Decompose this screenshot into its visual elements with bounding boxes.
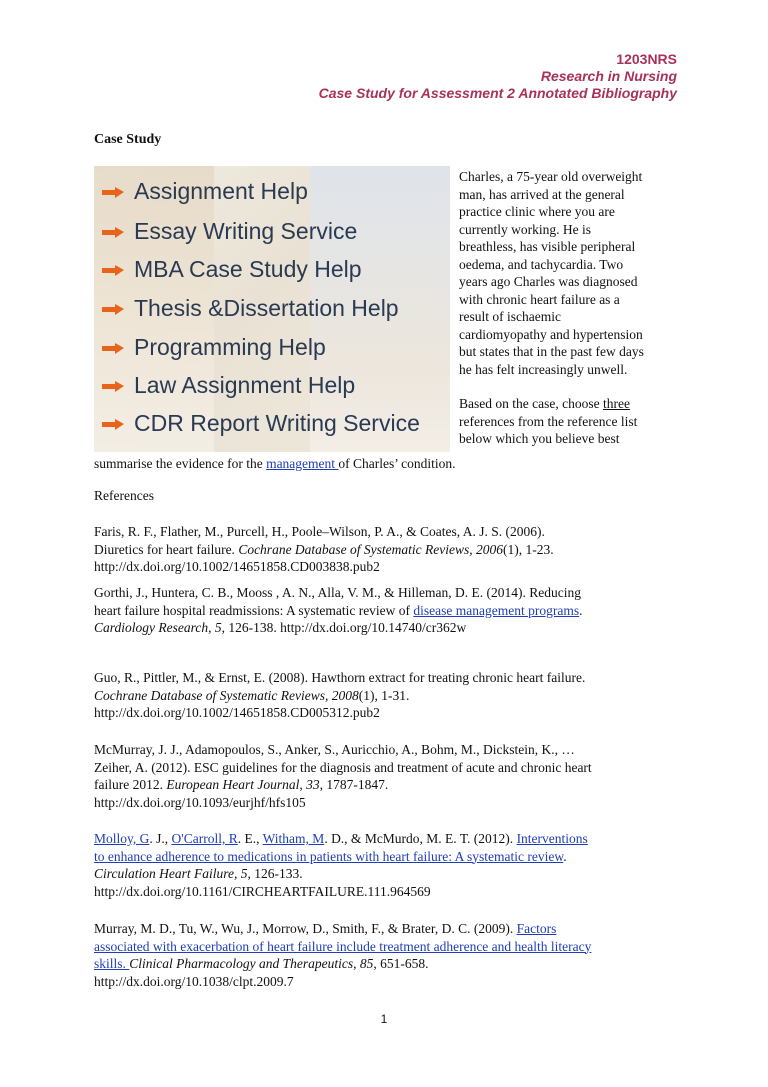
arrow-right-icon: [102, 227, 124, 237]
case-line: years ago Charles was diagnosed: [459, 274, 638, 289]
management-link[interactable]: management: [266, 456, 339, 471]
instruction-line: below which you believe best: [459, 431, 620, 446]
title-link-skills[interactable]: skills.: [94, 956, 130, 971]
course-name: Research in Nursing: [540, 68, 677, 84]
ad-item-law-assignment[interactable]: Law Assignment Help: [102, 372, 355, 399]
page-number: 1: [380, 1012, 388, 1026]
reference-mcmurray: McMurray, J. J., Adamopoulos, S., Anker, S., Auricchio, A., Bohm, M., Dickstein, K., … Zeiher, A. (2012). ESC guidelines for the diagnosis and treatment of acute and chronic heart failure 2012. European Heart Journal, 33, 1787-1847. http://dx.doi.org/10.1093/eurjhf/hfs105: [94, 742, 592, 810]
case-line: currently working. He is: [459, 221, 591, 237]
arrow-right-icon: [102, 381, 124, 391]
arrow-right-icon: [102, 343, 124, 353]
arrow-right-icon: [102, 304, 124, 314]
title-link-factors[interactable]: Factors: [516, 921, 557, 936]
case-line: practice clinic where you are: [459, 204, 615, 219]
three-emphasis: three: [602, 396, 630, 411]
reference-faris: Faris, R. F., Flather, M., Purcell, H., Poole–Wilson, P. A., & Coates, A. J. S. (2006). Diuretics for heart failure. Cochrane Database of Systematic Reviews, 2006(1), 1-23. http://dx.doi.org/10.1002/14651858.CD003838.pub2: [94, 524, 554, 574]
arrow-right-icon: [102, 187, 124, 197]
author-link-witham[interactable]: Witham, M: [262, 831, 325, 846]
ad-item-programming[interactable]: Programming Help: [102, 334, 326, 361]
case-line: result of ischaemic: [459, 309, 561, 324]
reference-gorthi: Gorthi, J., Huntera, C. B., Mooss , A. N., Alla, V. M., & Hilleman, D. E. (2014). Reducing heart failure hospital readmissions: A systematic review of disease management programs. Cardiology Research, 5, 126-138. http://dx.doi.org/10.14740/cr362w: [94, 585, 583, 635]
reference-guo: Guo, R., Pittler, M., & Ernst, E. (2008). Hawthorn extract for treating chronic heart failure. Cochrane Database of Systematic Reviews, 2008(1), 1-31. http://dx.doi.org/10.1002/14651858.CD005312.pub2: [94, 670, 586, 720]
ad-item-thesis-dissertation[interactable]: Thesis &Dissertation Help: [102, 295, 399, 322]
instruction-line: references from the reference list: [459, 413, 638, 429]
case-line: man, has arrived at the general: [459, 186, 625, 202]
document-title: Case Study for Assessment 2 Annotated Bibliography: [318, 85, 677, 101]
ad-item-mba-case-study[interactable]: MBA Case Study Help: [102, 256, 362, 283]
advertisement-banner[interactable]: [94, 166, 450, 452]
ad-item-essay-writing[interactable]: Essay Writing Service: [102, 218, 357, 245]
case-study-heading: Case Study: [94, 132, 162, 147]
case-line: he has felt increasingly unwell.: [459, 361, 628, 377]
ad-item-assignment-help[interactable]: Assignment Help: [102, 178, 308, 205]
author-link-ocarroll[interactable]: O'Carroll, R: [171, 831, 238, 846]
disease-management-link[interactable]: disease management programs: [413, 602, 580, 618]
case-line: Charles, a 75-year old overweight: [459, 169, 643, 184]
title-link-adherence[interactable]: to enhance adherence to medications in patients with heart failure: A systematic review: [94, 848, 564, 864]
case-line: breathless, has visible peripheral: [459, 239, 636, 254]
ad-item-cdr-report[interactable]: CDR Report Writing Service: [102, 410, 420, 437]
references-heading: References: [94, 488, 154, 503]
instruction-line: Based on the case, choose three: [459, 396, 630, 411]
arrow-right-icon: [102, 419, 124, 429]
title-link-interventions[interactable]: Interventions: [516, 831, 588, 846]
reference-molloy: Molloy, G. J., O'Carroll, R. E., Witham, M. D., & McMurdo, M. E. T. (2012). Interventions to enhance adherence to medications in patients with heart failure: A systematic review. Circulation Heart Failure, 5, 126-133. http://dx.doi.org/10.1161/CIRCHEARTFAILURE.111.964569: [94, 831, 588, 899]
instruction-tail: summarise the evidence for the management of Charles’ condition.: [94, 456, 456, 471]
title-link-exacerbation[interactable]: associated with exacerbation of heart failure include treatment adherence and health literacy: [94, 938, 592, 954]
case-line: but states that in the past few days: [459, 344, 644, 359]
author-link-molloy[interactable]: Molloy, G: [94, 831, 150, 846]
case-line: oedema, and tachycardia. Two: [459, 256, 624, 272]
case-line: cardiomyopathy and hypertension: [459, 326, 643, 342]
arrow-right-icon: [102, 265, 124, 275]
reference-murray: Murray, M. D., Tu, W., Wu, J., Morrow, D., Smith, F., & Brater, D. C. (2009). Factors associated with exacerbation of heart failure include treatment adherence and health literacy skills. Clinical Pharmacology and Therapeutics, 85, 651-658. http://dx.doi.org/10.1038/clpt.2009.7: [94, 921, 592, 989]
course-code: 1203NRS: [616, 51, 677, 67]
case-line: with chronic heart failure as a: [459, 291, 620, 307]
case-description: [459, 168, 675, 448]
